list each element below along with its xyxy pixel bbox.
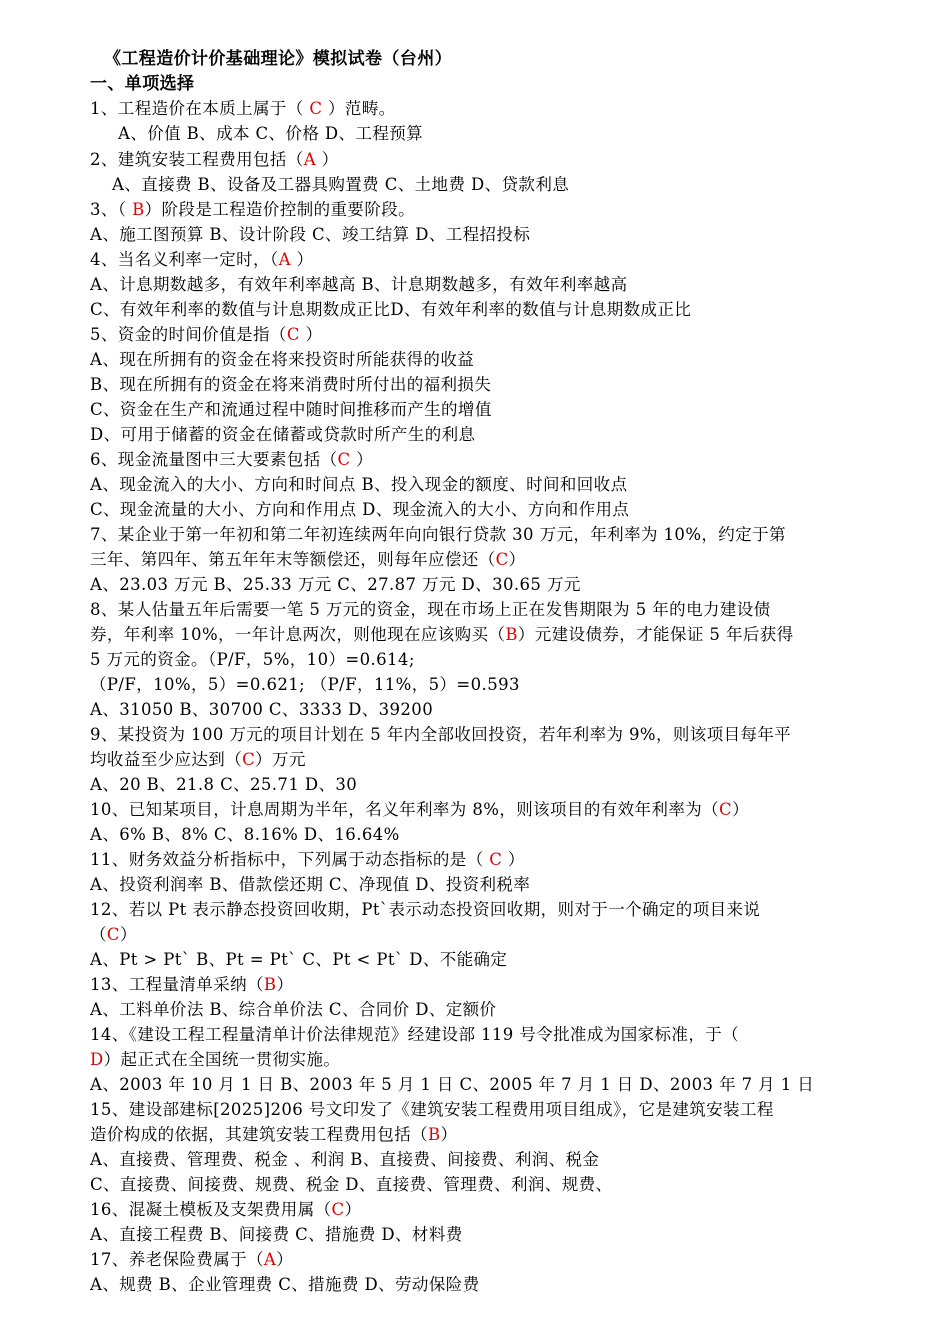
line-text: A、计息期数越多，有效年利率越高 B、计息期数越多，有效年利率越高: [90, 275, 628, 294]
line-text-tail: ）: [732, 800, 749, 819]
answer-mark: B: [505, 625, 518, 644]
text-line: [90, 923, 870, 947]
text-line: [90, 698, 870, 722]
text-line: [90, 673, 870, 697]
line-text-tail: ）: [440, 1125, 458, 1144]
text-line: [112, 173, 892, 197]
line-text: 7、某企业于第一年初和第二年初连续两年向向银行贷款 30 万元，年利率为 10%，约定于第: [90, 525, 786, 544]
line-text: A、投资利润率 B、借款偿还期 C、净现值 D、投资利税率: [90, 875, 531, 894]
line-text: 15、建设部建标[2025]206 号文印发了《建筑安装工程费用项目组成》，它是建筑安装工程: [90, 1100, 774, 1119]
line-text-tail: ）: [276, 975, 294, 994]
line-text: 13、工程量清单采纳（: [90, 975, 264, 994]
answer-mark: B: [263, 975, 277, 994]
line-text: 1、工程造价在本质上属于（: [90, 99, 310, 118]
line-text: D、可用于储蓄的资金在储蓄或贷款时所产生的利息: [90, 425, 476, 444]
text-line: [90, 1123, 870, 1147]
line-text: 8、某人估量五年后需要一笔 5 万元的资金，现在市场上正在发售期限为 5 年的电力建设债: [90, 600, 771, 619]
text-line: [90, 998, 870, 1022]
line-text: 11、财务效益分析指标中，下列属于动态指标的是（: [90, 850, 490, 869]
text-line: [90, 1148, 870, 1172]
line-text: C、直接费、间接费、规费、税金 D、直接费、管理费、利润、规费、: [90, 1175, 613, 1194]
line-text: A、规费 B、企业管理费 C、措施费 D、劳动保险费: [90, 1275, 480, 1294]
answer-mark: C: [719, 800, 733, 819]
answer-mark: C: [309, 99, 323, 118]
line-text: 均收益至少应达到（: [90, 750, 243, 769]
line-text-tail: ）: [344, 1200, 362, 1219]
line-text: 三年、第四年、第五年年末等额偿还，则每年应偿还（: [90, 550, 496, 569]
answer-mark: C: [489, 850, 503, 869]
text-line: [90, 1173, 870, 1197]
answer-mark: A: [278, 250, 291, 269]
line-text-tail: ）: [119, 925, 137, 944]
line-text: 10、已知某项目，计息周期为半年，名义年利率为 8%，则该项目的有效年利率为（: [90, 800, 720, 819]
text-line: [90, 1098, 870, 1122]
line-text: C、有效年利率的数值与计息期数成正比D、有效年利率的数值与计息期数成正比: [90, 300, 692, 319]
text-line: [90, 1073, 870, 1097]
text-line: [90, 198, 870, 222]
line-text-tail: ）范畴。: [322, 99, 396, 118]
line-text-tail: ）起正式在全国统一贯彻实施。: [103, 1050, 341, 1069]
answer-mark: A: [263, 1250, 277, 1269]
text-line: [90, 148, 870, 172]
line-text-tail: ）: [299, 325, 323, 344]
line-text: 16、混凝土模板及支架费用属（: [90, 1200, 332, 1219]
text-line: [118, 122, 898, 146]
text-line: [90, 973, 870, 997]
line-text-tail: ）元建设债券，才能保证 5 年后获得: [517, 625, 794, 644]
line-text-tail: ）: [350, 450, 374, 469]
answer-mark: C: [331, 1200, 345, 1219]
text-line: [90, 1023, 870, 1047]
answer-mark: B: [428, 1125, 441, 1144]
line-text: B、现在所拥有的资金在将来消费时所付出的福利损失: [90, 375, 492, 394]
text-line: [90, 298, 870, 322]
line-text: A、31050 B、30700 C、3333 D、39200: [90, 700, 434, 719]
line-text: C、现金流量的大小、方向和作用点 D、现金流入的大小、方向和作用点: [90, 500, 630, 519]
text-line: [90, 748, 870, 772]
line-text: C、资金在生产和流通过程中随时间推移而产生的增值: [90, 400, 492, 419]
line-text: （P/F，10%，5）=0.621; （P/F，11%，5）=0.593: [90, 675, 520, 694]
line-text: A、价值 B、成本 C、价格 D、工程预算: [118, 124, 424, 143]
text-line: [90, 248, 870, 272]
line-text-tail: ）万元: [255, 750, 306, 769]
text-line: [90, 348, 870, 372]
text-line: [90, 1048, 870, 1072]
text-line: [90, 548, 870, 572]
line-text: 造价构成的依据，其建筑安装工程费用包括（: [90, 1125, 428, 1144]
text-line: [90, 398, 870, 422]
line-text: A、直接费 B、设备及工器具购置费 C、土地费 D、贷款利息: [112, 175, 570, 194]
line-text: 4、当名义利率一定时，（: [90, 250, 279, 269]
text-line: [90, 273, 870, 297]
answer-mark: C: [286, 325, 300, 344]
answer-mark: C: [495, 550, 509, 569]
answer-mark: A: [303, 150, 317, 169]
text-line: [90, 773, 870, 797]
text-line: [90, 473, 870, 497]
text-line: [90, 373, 870, 397]
line-text: 券，年利率 10%，一年计息两次，则他现在应该购买（: [90, 625, 506, 644]
line-text: 14、《建设工程工程量清单计价法律规范》经建设部 119 号令批准成为国家标准，于（: [90, 1025, 740, 1044]
line-text: 12、若以 Pt 表示静态投资回收期，Pt`表示动态投资回收期，则对于一个确定的项目来说: [90, 900, 761, 919]
line-text: A、2003 年 10 月 1 日 B、2003 年 5 月 1 日 C、2005 年 7 月 1 日 D、2003 年 7 月 1 日: [90, 1075, 815, 1094]
line-text: 5 万元的资金。（P/F，5%，10）=0.614;: [90, 650, 415, 669]
text-line: [90, 623, 870, 647]
text-line: [90, 498, 870, 522]
text-line: [90, 423, 870, 447]
line-text: 9、某投资为 100 万元的项目计划在 5 年内全部收回投资，若年利率为 9%，则该项目每年平: [90, 725, 792, 744]
answer-mark: C: [242, 750, 256, 769]
text-line: [90, 223, 870, 247]
line-text: A、施工图预算 B、设计阶段 C、竣工结算 D、工程招投标: [90, 225, 531, 244]
text-line: [90, 523, 870, 547]
section-heading: 一、单项选择: [90, 74, 195, 94]
line-text: A、23.03 万元 B、25.33 万元 C、27.87 万元 D、30.65 万元: [90, 575, 581, 594]
line-text: A、现在所拥有的资金在将来投资时所能获得的收益: [90, 350, 475, 369]
line-text: 6、现金流量图中三大要素包括（: [90, 450, 338, 469]
answer-mark: C: [106, 925, 120, 944]
line-text-tail: ）: [508, 550, 526, 569]
text-line: [90, 323, 870, 347]
text-line: [90, 648, 870, 672]
line-text-tail: ）: [276, 1250, 294, 1269]
line-text: A、直接费、管理费、税金 、利润 B、直接费、间接费、利润、税金: [90, 1150, 600, 1169]
text-line: [90, 823, 870, 847]
line-text: A、直接工程费 B、间接费 C、措施费 D、材料费: [90, 1225, 463, 1244]
line-text: 17、养老保险费属于（: [90, 1250, 264, 1269]
line-text: A、20 B、21.8 C、25.71 D、30: [90, 775, 358, 794]
text-line: [90, 573, 870, 597]
text-line: [90, 723, 870, 747]
line-text-tail: ）阶段是工程造价控制的重要阶段。: [144, 200, 416, 219]
answer-mark: B: [132, 200, 145, 219]
line-text: 3、（: [90, 200, 133, 219]
line-text: A、Pt > Pt` B、Pt = Pt` C、Pt < Pt` D、不能确定: [90, 950, 508, 969]
text-line: [90, 1198, 870, 1222]
line-text: A、6% B、8% C、8.16% D、16.64%: [90, 825, 400, 844]
line-text-tail: ）: [290, 250, 314, 269]
text-line: [90, 948, 870, 972]
line-text: A、工料单价法 B、综合单价法 C、合同价 D、定额价: [90, 1000, 497, 1019]
line-text: 5、资金的时间价值是指（: [90, 325, 287, 344]
text-line: [90, 848, 870, 872]
line-text-tail: ）: [316, 150, 339, 169]
text-line: [90, 1223, 870, 1247]
text-line: [90, 97, 870, 121]
text-line: [90, 1273, 870, 1297]
line-text-tail: ）: [502, 850, 525, 869]
line-text: A、现金流入的大小、方向和时间点 B、投入现金的额度、时间和回收点: [90, 475, 628, 494]
text-line: [90, 873, 870, 897]
text-line: [90, 598, 870, 622]
line-text: （: [90, 925, 107, 944]
answer-mark: D: [90, 1050, 104, 1069]
text-line: [90, 798, 870, 822]
text-line: [90, 898, 870, 922]
answer-mark: C: [337, 450, 351, 469]
line-text: 2、建筑安装工程费用包括（: [90, 150, 304, 169]
text-line: [90, 1248, 870, 1272]
page-title: 《工程造价计价基础理论》模拟试卷（台州）: [104, 49, 452, 69]
text-line: [90, 448, 870, 472]
